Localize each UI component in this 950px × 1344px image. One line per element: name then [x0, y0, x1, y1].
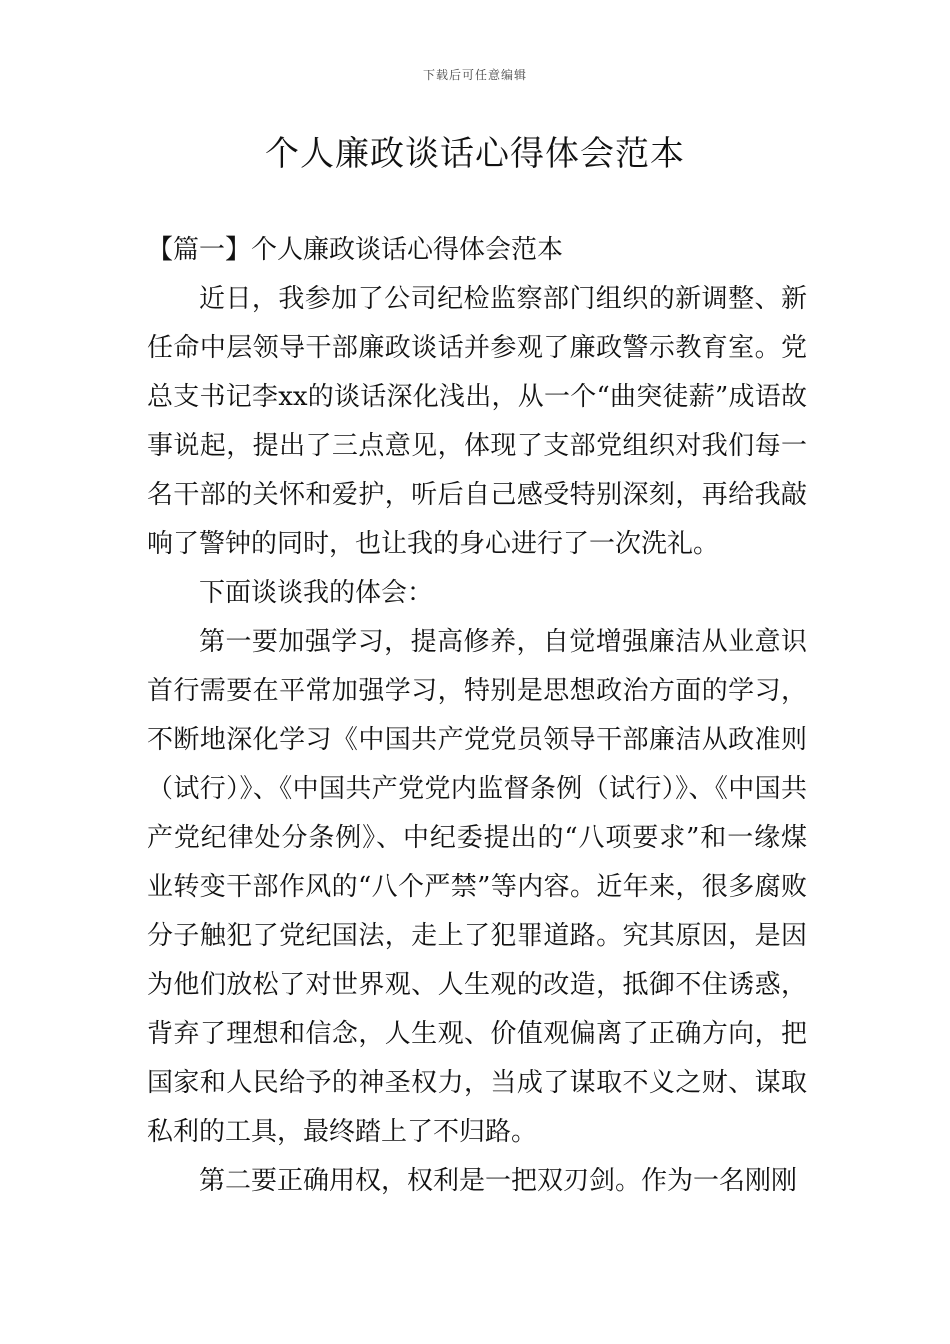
- paragraph-intro: 近日，我参加了公司纪检监察部门组织的新调整、新任命中层领导干部廉政谈话并参观了廉政警示教育室。党总支书记李xx的谈话深化浅出，从一个“曲突徒薪”成语故事说起，提出了三点意见，体现了支部党组织对我们每一名干部的关怀和爱护，听后自己感受特别深刻，再给我敲响了警钟的同时，也让我的身心进行了一次洗礼。: [147, 284, 807, 559]
- document-title: 个人廉政谈话心得体会范本: [265, 134, 685, 174]
- document-body: [147, 226, 807, 1206]
- header-note: 下载后可任意编辑: [422, 68, 527, 82]
- section-heading: 【篇一】个人廉政谈话心得体会范本: [147, 235, 564, 265]
- paragraph-transition: 下面谈谈我的体会：: [199, 578, 434, 608]
- paragraph-point-one: 第一要加强学习，提高修养，自觉增强廉洁从业意识首行需要在平常加强学习，特别是思想政治方面的学习，不断地深化学习《中国共产党党员领导干部廉洁从政准则（试行）》、《中国共产党党内监督条例（试行）》、《中国共产党纪律处分条例》、中纪委提出的“八项要求”和一缘煤业转变干部作风的“八个严禁”等内容。近年来，很多腐败分子触犯了党纪国法，走上了犯罪道路。究其原因，是因为他们放松了对世界观、人生观的改造，抵御不住诱惑，背弃了理想和信念，人生观、价值观偏离了正确方向，把国家和人民给予的神圣权力，当成了谋取不义之财、谋取私利的工具，最终踏上了不归路。: [147, 627, 807, 1147]
- paragraph-point-two: 第二要正确用权，权利是一把双刃剑。作为一名刚刚: [199, 1166, 798, 1196]
